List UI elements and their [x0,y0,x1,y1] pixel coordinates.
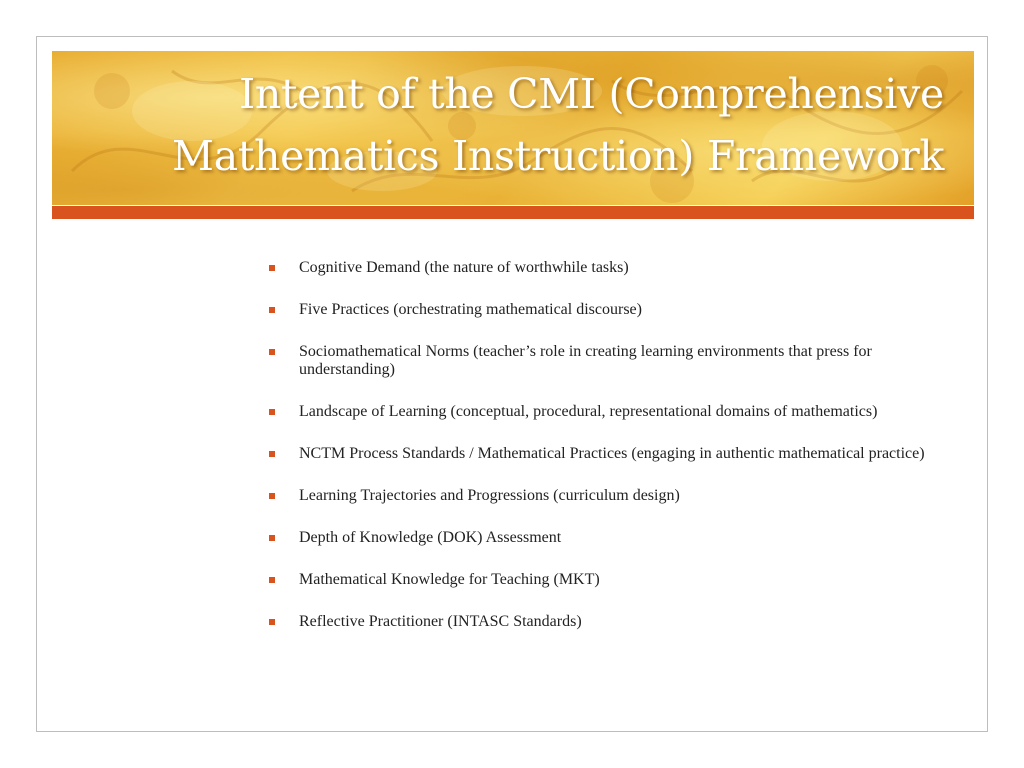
bullet-text: Landscape of Learning (conceptual, procedural, representational domains of mathematics) [299,403,878,420]
bullet-item [265,487,945,505]
bullet-text: Sociomathematical Norms (teacher’s role in creating learning environments that press for understanding) [299,343,872,378]
title-banner [52,51,974,205]
bullet-text: Depth of Knowledge (DOK) Assessment [299,529,562,546]
bullet-text: Learning Trajectories and Progressions (curriculum design) [299,487,680,504]
bullet-list [265,259,945,655]
bullet-item [265,343,945,379]
bullet-text: Mathematical Knowledge for Teaching (MKT) [299,571,600,588]
bullet-item [265,403,945,421]
bullet-item [265,301,945,319]
bullet-item [265,571,945,589]
square-bullet-icon [269,493,275,499]
bullet-item [265,445,945,463]
square-bullet-icon [269,409,275,415]
bullet-text: Cognitive Demand (the nature of worthwhile tasks) [299,259,629,276]
square-bullet-icon [269,265,275,271]
square-bullet-icon [269,349,275,355]
bullet-item [265,613,945,631]
accent-bar [52,206,974,219]
bullet-text: Five Practices (orchestrating mathematical discourse) [299,301,642,318]
square-bullet-icon [269,451,275,457]
slide [36,36,988,732]
square-bullet-icon [269,535,275,541]
bullet-text: Reflective Practitioner (INTASC Standards) [299,613,582,630]
bullet-item [265,259,945,277]
square-bullet-icon [269,619,275,625]
bullet-item [265,529,945,547]
slide-title: Intent of the CMI (Comprehensive Mathematics Instruction) Framework [172,70,944,180]
square-bullet-icon [269,577,275,583]
bullet-text: NCTM Process Standards / Mathematical Practices (engaging in authentic mathematical practice) [299,445,925,462]
square-bullet-icon [269,307,275,313]
